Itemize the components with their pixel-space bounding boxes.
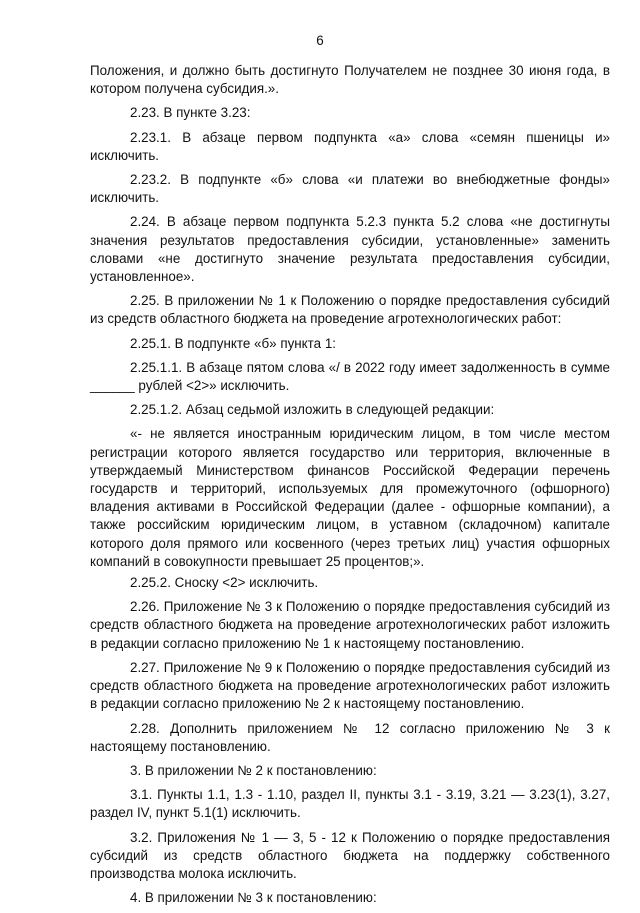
paragraph-3-1: 3.1. Пункты 1.1, 1.3 - 1.10, раздел II, пункты 3.1 - 3.19, 3.21 — 3.23(1), 3.27, раздел IV, пункт 5.1(1) исключить.: [90, 787, 610, 821]
paragraph-2-28: 2.28. Дополнить приложением № 12 согласно приложению № 3 к настоящему постановлению.: [90, 720, 610, 754]
paragraph-continuation: Положения, и должно быть достигнуто Получателем не позднее 30 июня года, в котором получена субсидия.».: [90, 63, 610, 97]
paragraph-2-25-1-2: 2.25.1.2. Абзац седьмой изложить в следующей редакции:: [130, 402, 495, 418]
page-number: 6: [316, 33, 324, 48]
paragraph-3: 3. В приложении № 2 к постановлению:: [130, 762, 377, 778]
paragraph-2-23-2: 2.23.2. В подпункте «б» слова «и платежи во внебюджетные фонды» исключить.: [90, 172, 610, 206]
paragraph-2-24: 2.24. В абзаце первом подпункта 5.2.3 пункта 5.2 слова «не достигнуты значения результатов предоставления субсидии, установленные» заменить словами «не достигнуто значение результата предоставления субсидии, установленное».: [90, 214, 610, 285]
paragraph-2-25: 2.25. В приложении № 1 к Положению о порядке предоставления субсидий из средств областного бюджета на проведение агротехнологических работ:: [90, 293, 610, 327]
document-body: [90, 62, 610, 913]
paragraph-2-27: 2.27. Приложение № 9 к Положению о порядке предоставления субсидий из средств областного бюджета на проведение агротехнологических работ изложить в редакции согласно приложению № 2 к настоящему постановлению.: [90, 659, 610, 712]
paragraph-2-23-1: 2.23.1. В абзаце первом подпункта «а» слова «семян пшеницы и» исключить.: [90, 129, 610, 163]
paragraph-2-26: 2.26. Приложение № 3 к Положению о порядке предоставления субсидий из средств областного бюджета на проведение агротехнологических работ изложить в редакции согласно приложению № 1 к настоящему постановлению.: [90, 599, 610, 651]
paragraph-2-25-2: 2.25.2. Сноску <2> исключить.: [130, 575, 319, 591]
paragraph-2-23: 2.23. В пункте 3.23:: [130, 105, 251, 121]
paragraph-4: 4. В приложении № 3 к постановлению:: [130, 890, 377, 906]
paragraph-quoted-text: «- не является иностранным юридическим лицом, в том числе местом регистрации которого является государство или территория, включенные в утверждаемый Министерством финансов Российской Федерации перечень государств и территорий, используемых для промежуточного (офшорного) владения активами в Российской Федерации (далее - офшорные компании), а также российским юридическим лицом, в уставном (складочном) капитале которого доля прямого или косвенного (через третьих лиц) участия офшорных компаний в совокупности превышает 25 процентов;».: [90, 426, 610, 569]
paragraph-2-25-1-1: 2.25.1.1. В абзаце пятом слова «/ в 2022 году имеет задолженность в сумме ______ рублей <2>» исключить.: [90, 359, 610, 394]
paragraph-3-2: 3.2. Приложения № 1 — 3, 5 - 12 к Положению о порядке предоставления субсидий из средств областного бюджета на поддержку собственного производства молока исключить.: [90, 829, 610, 881]
paragraph-2-25-1: 2.25.1. В подпункте «б» пункта 1:: [130, 335, 336, 351]
